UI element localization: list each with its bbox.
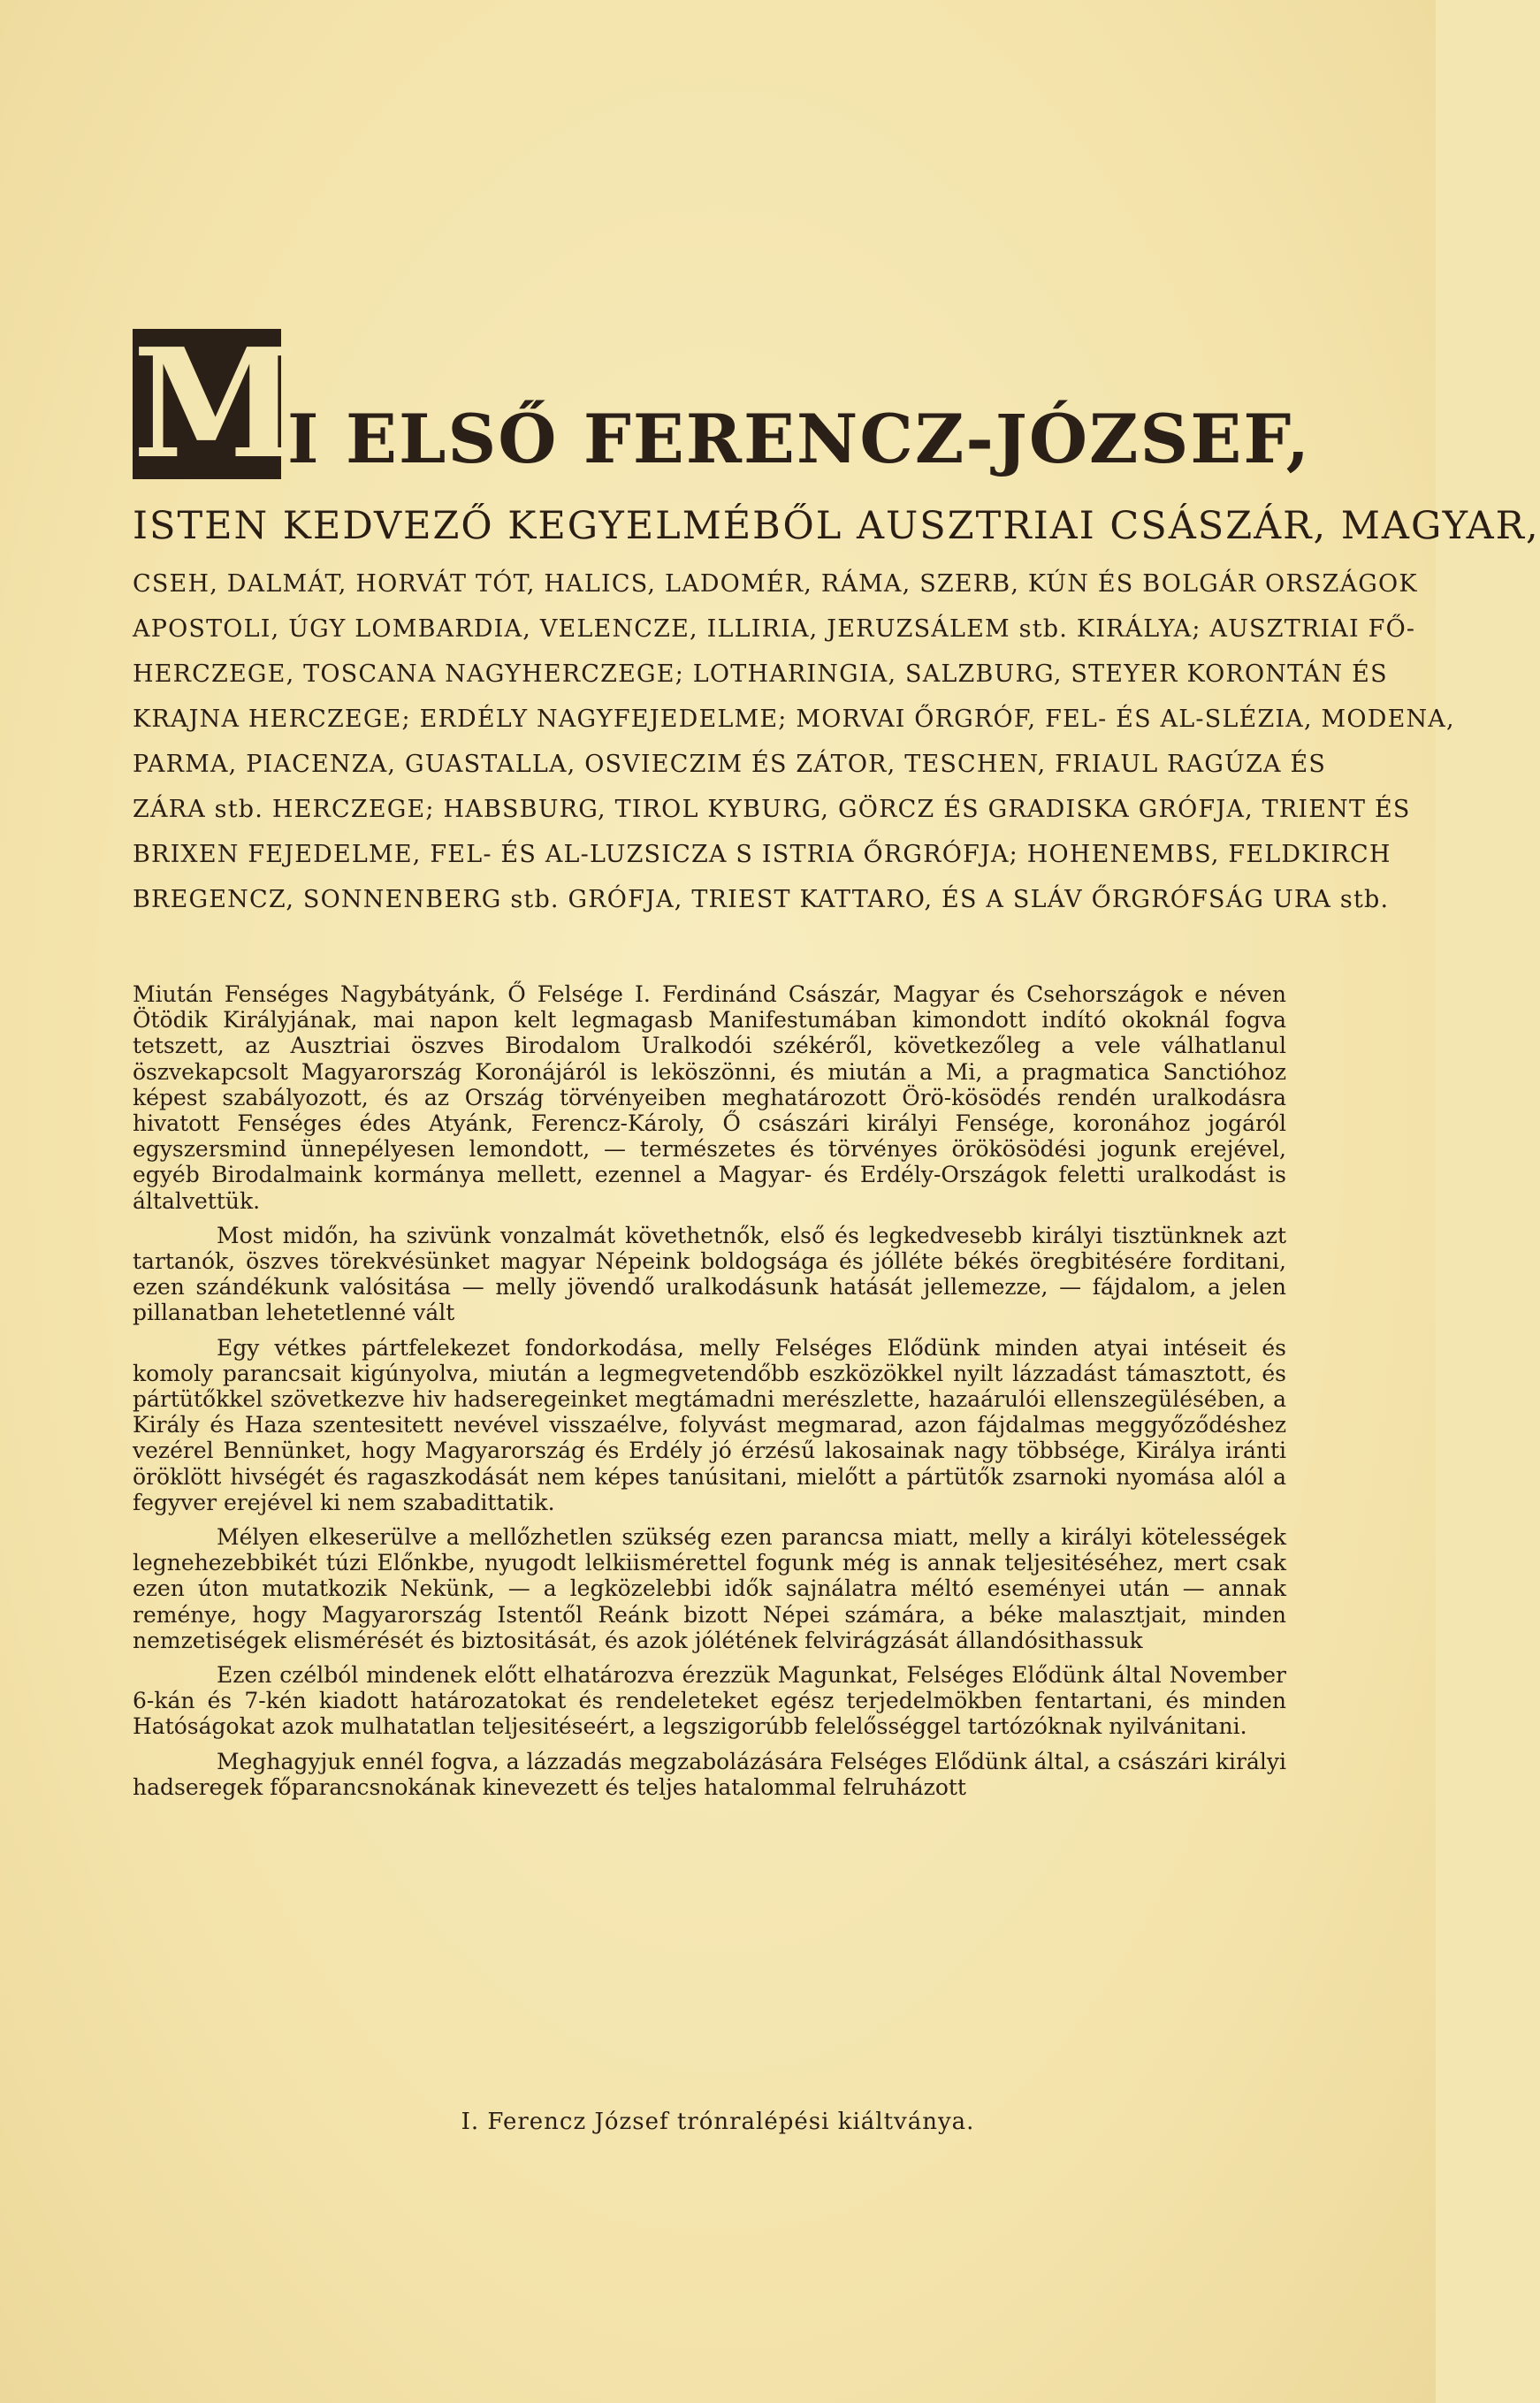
paragraph-1: Miután Fenséges Nagybátyánk, Ő Felsége I. Ferdinánd Császár, Magyar és Csehországok e néven Ötödik Királyjának, mai napon kelt legmagasb Manifestumában kimondott indító okoknál fogva tetszett, az Ausztriai öszves Birodalom Uralkodói székéről, következőleg a vele válhatlanul öszvekapcsolt Magyarország Koronájáról is leköszönni, és miután a Mi, a pragmatica Sanctióhoz képest szabályozott, és az Ország törvényeiben meghatározott Örö-kösödés rendén uralkodásra hivatott Fenséges édes Atyánk, Ferencz-Károly, Ő császári királyi Fensége, koronához jogáról egyszersmind ünnepélyesen lemondott, — természetes és törvényes örökösödési jogunk erejével, egyéb Birodalmaink kormánya mellett, ezennel a Magyar- és Erdély-Országok feletti uralkodást is általvettük. [133,981,1286,1214]
paragraph-2 [133,1223,1286,1326]
decorative-initial-m: M [133,316,300,492]
royal-titles-block [133,500,1540,922]
proclamation-body [133,981,1286,1809]
royal-titles-line: PARMA, PIACENZA, GUASTALLA, OSVIECZIM ÉS ZÁTOR, TESCHEN, FRIAUL RAGÚZA ÉS [133,751,1327,778]
ruler-name-title [287,400,1312,479]
paragraph-3 [133,1335,1286,1515]
proclamation-heading [133,311,1312,492]
royal-titles-line: CSEH, DALMÁT, HORVÁT TÓT, HALICS, LADOMÉR, RÁMA, SZERB, KÚN ÉS BOLGÁR ORSZÁGOK [133,570,1418,598]
royal-titles-line: BREGENCZ, SONNENBERG stb. GRÓFJA, TRIEST KATTARO, ÉS A SLÁV ŐRGRÓFSÁG URA stb. [133,886,1390,913]
paragraph-2-text: Most midőn, ha szivünk vonzalmát követhetnők, első és legkedvesebb királyi tisztünknek azt tartanók, öszves törekvésünket magyar Népeink boldogsága és jólléte békés öregbitésére forditani, ezen szándékunk valósitása — melly jövendő uralkodásunk hatását jellemezze, — fájdalom, a jelen pillanatban lehetetlenné vált [133,1222,1286,1326]
ruler-name-text: I ELSŐ FERENCZ-JÓZSEF, [287,400,1312,478]
paragraph-4 [133,1524,1286,1653]
royal-titles-line: APOSTOLI, ÚGY LOMBARDIA, VELENCZE, ILLIRIA, JERUZSÁLEM stb. KIRÁLYA; AUSZTRIAI FŐ- [133,615,1416,643]
royal-titles-line: ZÁRA stb. HERCZEGE; HABSBURG, TIROL KYBURG, GÖRCZ ÉS GRADISKA GRÓFJA, TRIENT ÉS [133,796,1411,823]
document-caption: I. Ferencz József trónralépési kiáltványa. [461,2109,975,2135]
paragraph-6 [133,1749,1286,1800]
royal-titles-line: KRAJNA HERCZEGE; ERDÉLY NAGYFEJEDELME; MORVAI ŐRGRÓF, FEL- ÉS AL-SLÉZIA, MODENA, [133,706,1455,733]
paragraph-4-text: Mélyen elkeserülve a mellőzhetlen szükség ezen parancsa miatt, melly a királyi kötelességek legnehezebbikét túzi Előnkbe, nyugodt lelkiismérettel fogunk még is annak teljesitéséhez, mert csak ezen úton mutatkozik Nekünk, — a legközelebbi idők sajnálatra méltó eseményei után — annak reménye, hogy Magyarország Istentől Reánk bizott Népei számára, a béke malasztjait, minden nemzetiségek elismérését és biztositását, és azok jólétének felvirágzását állandósithassuk [133,1524,1286,1653]
royal-titles-first-line: ISTEN KEDVEZŐ KEGYELMÉBŐL AUSZTRIAI CSÁSZÁR, MAGYAR, [133,504,1540,548]
paragraph-5 [133,1662,1286,1740]
paragraph-3-text: Egy vétkes pártfelekezet fondorkodása, melly Felséges Elődünk minden atyai intéseit és komoly parancsait kigúnyolva, miután a legmegvetendőbb eszközökkel nyilt lázzadást támasztott, és pártütőkkel szövetkezve hiv hadseregeinket megtámadni merészlette, hazaárulói ellenszegülésében, a Király és Haza szentesitett nevével visszaélve, folyvást megmarad, azon fájdalmas meggyőződéshez vezérel Bennünket, hogy Magyarország és Erdély jó érzésű lakosainak nagy többsége, Királya iránti öröklött hivségét és ragaszkodását nem képes tanúsitani, mielőtt a pártütők zsarnoki nyomása alól a fegyver erejével ki nem szabadittatik. [133,1334,1286,1515]
royal-titles-line: HERCZEGE, TOSCANA NAGYHERCZEGE; LOTHARINGIA, SALZBURG, STEYER KORONTÁN ÉS [133,660,1388,688]
royal-titles-line: BRIXEN FEJEDELME, FEL- ÉS AL-LUZSICZA S ISTRIA ŐRGRÓFJA; HOHENEMBS, FELDKIRCH [133,841,1391,868]
paragraph-5-text: Ezen czélból mindenek előtt elhatározva érezzük Magunkat, Felséges Elődünk által November 6-kán és 7-kén kiadott határozatokat és rendeleteket egész terjedelmökben fentartani, és minden Hatóságokat azok mulhatatlan teljesitéseért, a legszigorúbb felelősséggel tartózóknak nyilvánitani. [133,1662,1286,1740]
paragraph-6-text: Meghagyjuk ennél fogva, a lázzadás megzabolázására Felséges Elődünk által, a császári királyi hadseregek főparancsnokának kinevezett és teljes hatalommal felruházott [133,1748,1286,1800]
